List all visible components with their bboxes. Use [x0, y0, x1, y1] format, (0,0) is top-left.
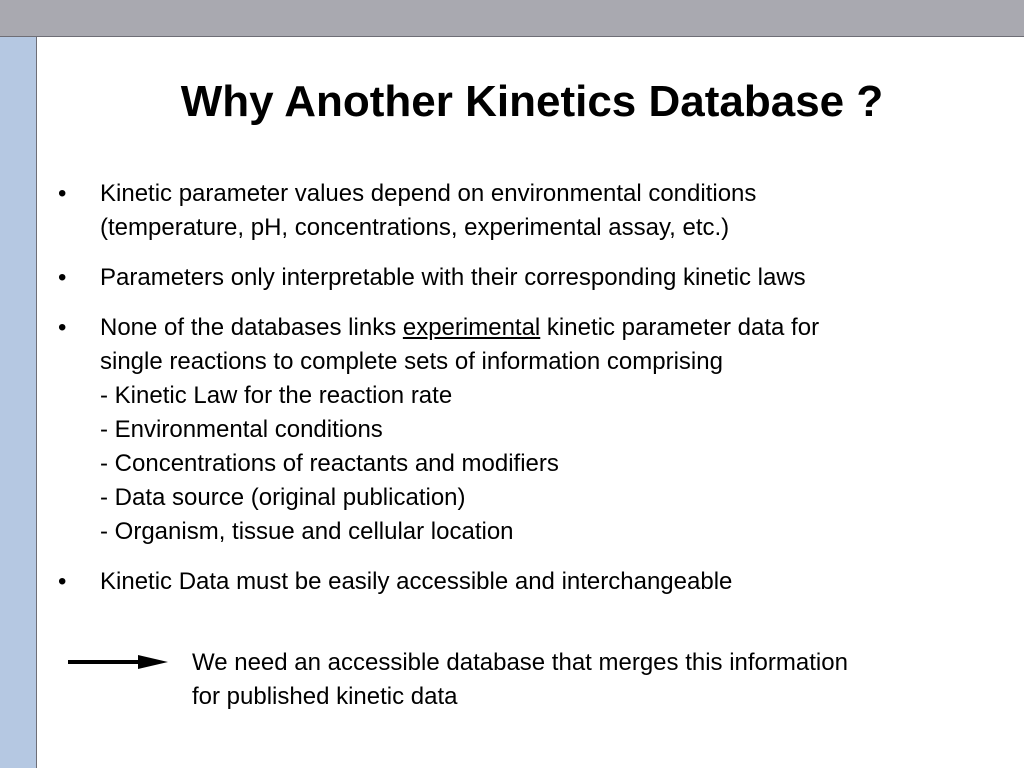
bullet-marker: • — [58, 180, 67, 207]
sub-item-kinetic-law: - Kinetic Law for the reaction rate — [100, 382, 453, 409]
bullet-item-kinetic-data-accessible — [58, 565, 988, 599]
bullet-text-segment: kinetic parameter data for — [540, 314, 820, 341]
conclusion-line: for published kinetic data — [192, 683, 458, 710]
bullet-marker: • — [58, 568, 67, 595]
bullet-text-line: Parameters only interpretable with their corresponding kinetic laws — [100, 264, 806, 291]
top-decor-bar — [0, 0, 1024, 37]
bullet-item-kinetic-laws — [58, 261, 988, 295]
sub-item-data-source: - Data source (original publication) — [100, 484, 466, 511]
bullet-marker: • — [58, 314, 67, 341]
bullet-item-databases-links — [58, 311, 988, 549]
bullet-marker: • — [58, 264, 67, 291]
left-decor-bar — [0, 37, 37, 768]
bullet-item-environmental-conditions — [58, 177, 988, 245]
bullet-text-segment: None of the databases links — [100, 314, 403, 341]
bullet-text-line: single reactions to complete sets of information comprising — [100, 348, 723, 375]
bullet-text-line: Kinetic Data must be easily accessible and interchangeable — [100, 568, 733, 595]
bullet-text-line — [100, 311, 988, 345]
slide-title: Why Another Kinetics Database ? — [180, 77, 884, 126]
bullet-text-line: (temperature, pH, concentrations, experimental assay, etc.) — [100, 214, 730, 241]
conclusion-block — [68, 646, 998, 726]
conclusion-line: We need an accessible database that merges this information — [192, 649, 848, 676]
sub-item-concentrations: - Concentrations of reactants and modifiers — [100, 450, 559, 477]
bullet-text-line: Kinetic parameter values depend on environmental conditions — [100, 180, 757, 207]
right-arrow-icon — [68, 654, 168, 670]
sub-item-environmental-conditions: - Environmental conditions — [100, 416, 383, 443]
conclusion-text — [192, 646, 848, 714]
underlined-word-experimental: experimental — [402, 314, 541, 341]
sub-item-organism: - Organism, tissue and cellular location — [100, 518, 514, 545]
bullet-list — [58, 177, 988, 615]
